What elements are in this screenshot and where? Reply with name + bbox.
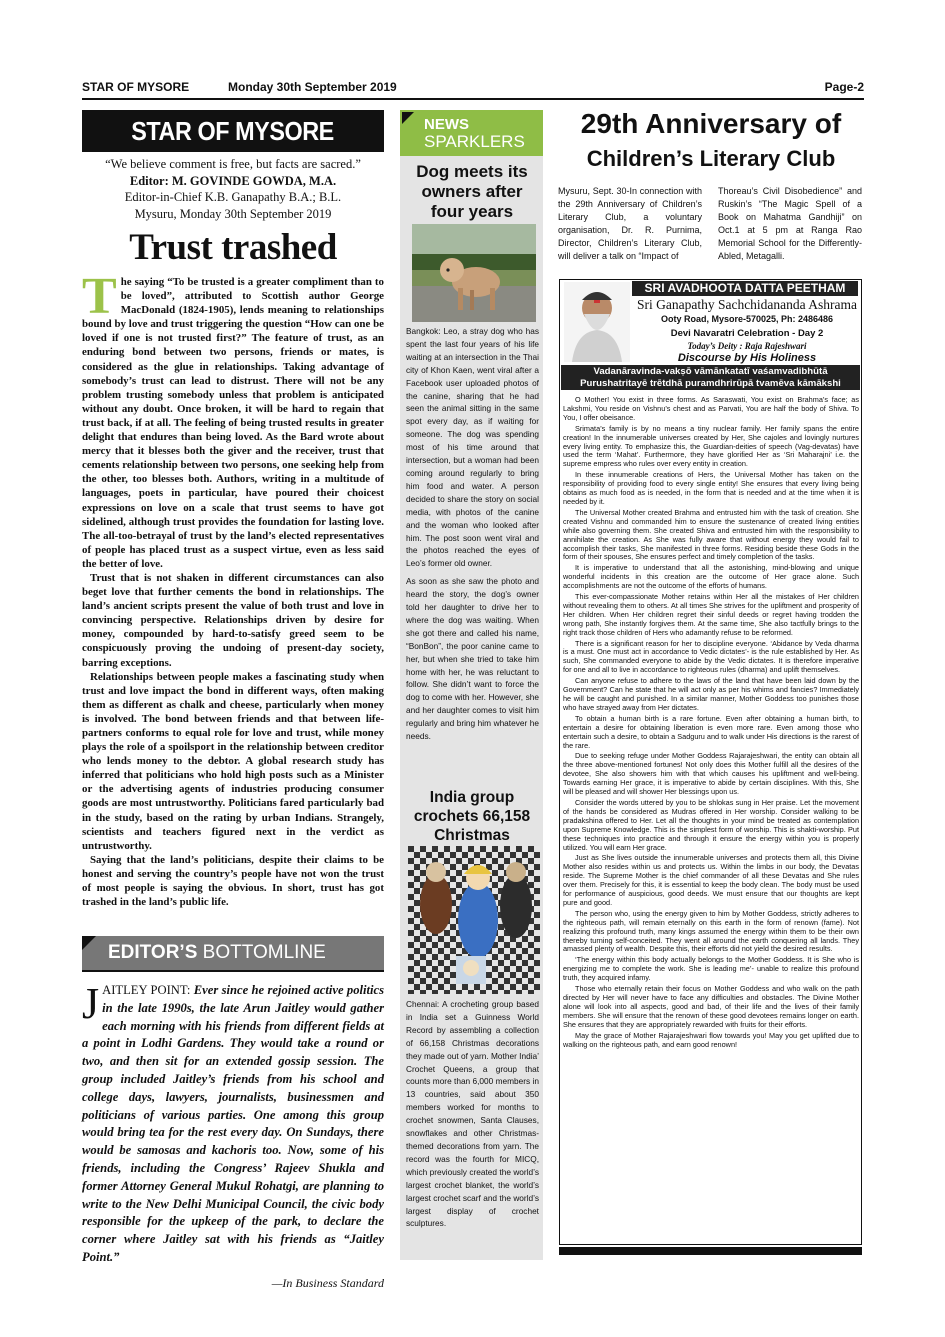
header-date: Monday 30th September 2019 [228,80,397,94]
ashrama-paragraph: May the grace of Mother Rajarajeshwari flow towards you! May you get uplifted due to walking on the righteous path, and earn good renown! [563,1030,859,1049]
divider [559,1247,862,1255]
news-tag-line2: SPARKLERS [424,132,525,151]
credo-quote: “We believe comment is free, but facts are sacred.” [105,157,361,171]
story1-p2: As soon as she saw the photo and heard the story, the dog’s owner told her daughter to drive her to where the dog was waiting. When she got there and called his name, “BonBon”, the poor canine came to her, but when she tried to take him home with her, he was reluctant to follow. She didn’t want to force the dog to come with her. However, she and her daughter comes to visit him regularly and bring him whatever he needs. [406,576,539,742]
ashrama-paragraph: The person who, using the energy given to him by Mother Goddess, strictly adheres to the righteous path, will remain eternally on this earth in the form of renown (fame). Not realizing this profound truth, many kings assumed the energy within them to be their own thereby turning self-conceited. They went all around the earth conquering all lands. They amassed plenty of wealth. Despite this, their efforts did not yield the desired results. [563,908,859,954]
ashrama-paragraph: Consider the words uttered by you to be shlokas sung in Her praise. Let the movement of the hands be considered as Mudras offered in Her worship. Consider walking to be pradakshina offered to Her. Let all the thoughts in your mind be treated as contemplation upon Supreme Knowledge. This is the simplest form of worship. This is shakti-worship. Put these techniques into practice and through it ensure the energy within you is properly utilized. You will earn Her grace. [563,797,859,852]
news-tag-line1: NEWS [424,116,469,133]
editor-in-chief-line: Editor-in-Chief K.B. Ganapathy B.A.; B.L. [124,190,342,204]
masthead-logo [82,110,384,152]
bottomline-source: —In Business Standard [271,1276,384,1290]
ashrama-paragraph: In these innumerable creations of Hers, the Universal Mother has taken on the responsibility of providing food to every single entity! She ensures that every living being obtains as much food as is needed, in the form that is needed and at the time when it is needed by it. [563,470,859,506]
editorial-p1: he saying “To be trusted is a greater compliment than to be loved”, attributed to Scottish author George MacDonald (1824-1905), lends meaning to relationships bound by love and trust triggering the question “How can one be loved if one is not trusted first?” The feature of trust, as an enduring bond between two persons, friends or mates, is considered as the glue in relationships. Taking advantage of somebody’s trust can lead to distrust. There will not be any problem trusting somebody unless that problem is anticipated without any doubt. Once broken, it will be hard to regain that trust back, if at all. The feeling of being trusted results in greater delight that endures than being loved. As the Bard wrote about mercy that it blesses both the giver and the receiver, trust that cements relationship between two persons, one seeking help from the other, too blesses both. Authors, writing in a multitude of languages, poets in particular, have poured their choicest expressions on love on a scale that trust seems to have got sidelined, although trust provides the foundation for lasting love. The all-too-betrayal of trust by the land’s elected representatives of people has placed trust as a suspect virtue, even as less said the better of love. [82,276,384,570]
bottomline-label-rest: BOTTOMLINE [202,942,326,963]
corner-triangle-icon [402,112,414,124]
story2-body [406,998,539,1230]
header-paper-name: STAR OF MYSORE [82,80,190,94]
story1-headline: Dog meets its owners after four years [416,162,528,221]
anniversary-subtitle: Children’s Literary Club [586,146,836,171]
ashrama-paragraph: Can anyone refuse to adhere to the laws of the land that have been laid down by the Government? Can he state that he will act only as per his whims and fancies? Immediately he will be caught and punished. In a similar manner, Mother Goddess too punishes those who have strayed away from Her dictates. [563,676,859,712]
anniversary-col2: Thoreau’s Civil Disobedience” and Ruskin’s “The Magic Spell of a Book on Mahatma Gandhiji” on Oct.1 at 5 pm at Ranga Rao Memorial School for the Differently-Abled, Metagalli. [718,186,862,261]
ashrama-paragraph: Just as She lives outside the innumerable universes and protects them all, this Divine Mother also resides within us and protects us. Within the limbs in our body, the Devatas reside. The Supreme Mother is the chief commander of all these Devatas and She rules over them. Precisely for this, it is essential to keep the body clean. The body must be used for performance of auspicious, good deeds. We must ensure that our thoughts are kept pure and good. [563,853,859,907]
bottomline-text: Ever since he rejoined active politics in the late 1990s, the late Arun Jaitley would gather each morning with his friends from different fields at a point in Lodhi Gardens. They would take a round or two, and then sit for an extended gossip session. The group included Jaitley’s friends from his school and college days, lawyers, journalists, businessmen and politicians of various parties. One among this group would bring tea for the rest every day. On Sundays, there would be samosas and kachoris too. Now, some of his friends, including the Congress’ Rajeev Shukla and former Attorney General Mukul Rohatgi, are planning to write to the New Delhi Municipal Council, the civic body responsible for the upkeep of the park, to declare the corner where Jaitley sat with his friends as “Jaitley Point.” [82,983,384,1264]
divider [82,970,384,972]
bottomline-label-bold: EDITOR’S [108,942,198,963]
ashrama-paragraph: ‘The energy within this body actually belongs to the Mother Goddess. It is She who is energizing me to complete the work. She is leading me’- unable to realize this profound truth, they acquired infamy. [563,955,859,983]
ashrama-head: SRI AVADHOOTA DATTA PEETHAM [632,281,858,296]
bottomline-caps: AITLEY POINT: [102,983,191,997]
editor-line: Editor: M. GOVINDE GOWDA, M.A. [129,173,337,188]
story2-headline: India group crochets 66,158 Christmas [413,789,531,844]
editorial-p3: Relationships between people makes a fascinating study when trust and love impact the bond in different ways, often making them as different as chalk and cheese, particularly when money is involved. The bond between friends and that between life-partners conforms to equal role for love and trust, while money plays the role of a spoilsport in the relationship between creditor who lends money to the debtor. A global research study has inferred that politicians who hold high posts such as a Minister or the advertising agents of industries producing consumer goods are most untrustworthy. Politicians fared particularly bad in the study, based on the rating by urban Indians. Strangely, scientists and teachers figured next in the verdict as untrustworthy. [82,670,384,852]
story1-body [406,325,539,743]
news-sparklers-tag [400,110,543,156]
ashrama-verse [561,365,860,390]
masthead-title: STAR OF MYSORE [131,116,335,146]
editorial-body [82,268,384,909]
ashrama-paragraph: To obtain a human birth is a rare fortune. Even after obtaining a human birth, to entertain a desire for obtaining liberation is even more rare. Even among those who entertain such a desire, to obtain a Sadguru and to walk under His directions is the rarest of the rare. [563,713,859,750]
editorial-dropcap: T [82,268,117,325]
ashrama-paragraph: The Universal Mother created Brahma and entrusted him with the task of creation. She created Vishnu and commanded him to ensure the sustenance of created living entities while also governing them. She created Shiva and entrusted him with the responsibility to annihilate the creation. As She was fully aware that without energy they would fail to accomplish their tasks, She manifested in three forms. Residing beside these Gods in the form of their spouses, She ensures perfect and timely completion of the tasks. [563,507,859,562]
verse-line1: Vadanāravinda-vakṣō vāmānkatatī vaśamvadibhūtā [593,366,828,377]
ashrama-discourse: Discourse by His Holiness [677,352,817,364]
ashrama-event: Devi Navaratri Celebration - Day 2 [670,328,824,339]
swami-portrait [564,282,630,362]
crochet-decorations-photo [408,846,540,994]
story2-p1: Chennai: A crocheting group based in India set a Guinness World Record by assembling a collection of 66,158 Christmas decorations they made out of yarn. Mother India’ Crochet Queens, a group that counts more than 6,000 members in 13 countries, said about 350 members worked for months to crochet snowmen, Santa Clauses, snowflakes and other Christmas-themed decorations from yarn. The record was the fourth for MICQ, which previously created the world’s largest crochet blanket, the world’s largest crochet scarf and the world’s largest display of crochet sculptures. [406,999,539,1229]
header-page-number: Page-2 [824,80,864,94]
ashrama-paragraph: Srimata’s family is by no means a tiny nuclear family. Her family spans the entire creation! In the innumerable universes created by Her, She cajoles and lovingly nurtures every living entity. To emphasize this, the Guardian-deities of speech (Vag-devatas) have used the term ‘Mahat’. Furthermore, they have glorified Her as ‘Sri Maharajni’ i.e. the supreme empress who rules over every entity in creation. [563,423,859,469]
bottomline-label [108,942,326,964]
ashrama-paragraph: Due to seeking refuge under Mother Goddess Rajarajeshwari, the entity can obtain all the three above-mentioned fortunes! Not only does this Mother fulfill all the desires of the devotee, She also showers him with that which causes his upliftment and well-being. Towards earning Her grace, it is imperative to abide by certain disciplines. With this, She will be pleased and will shower Her blessings upon us. [563,751,859,797]
anniversary-title: 29th Anniversary of [580,108,842,139]
story1-p1: Bangkok: Leo, a stray dog who has spent the last four years of his life waiting at an intersection in the Thai city of Khon Kaen, went viral after a Facebook user uploaded photos of the canine, sharing that he had seen the animal sitting in the same spot every day, as if waiting for someone. The dog was spending most of his time around that intersection, but a woman had been coming around regularly to bring him food and water. A person decided to share the story on social media, with photos of the canine and the woman who looked after him. The post soon went viral and the photos reached the eyes of Leo’s former old owner. [406,326,539,569]
ashrama-name: Sri Ganapathy Sachchidananda Ashrama [636,297,858,312]
dog-photo [412,224,536,322]
bottomline-banner [82,936,384,970]
ashrama-paragraph: This ever-compassionate Mother retains within Her all the mistakes of Her children without revealing them to others. At all times She strives for the upliftment and prosperity of Her children. When Her children regret their sinful deeds or regret having trodden the wrong path, She instantly forgives them. At the same time, She also tactfully brings to the right track those children of Hers who adamantly refuse to be reformed. [563,592,859,637]
ashrama-paragraph: Those who eternally retain their focus on Mother Goddess and who walk on the path directed by Her will never have to face any difficulties and obstacles. The Divine Mother alone will look into all aspects, good and bad, of their life and the lives of their family members. She will ensure that the renown of these good devotees remains longer on earth. She ensures that they are appropriately rewarded with fruits for their efforts. [563,984,859,1029]
bottomline-dropcap: J [82,979,100,1028]
corner-triangle-icon [82,936,96,950]
editorial-headline: Trust trashed [129,227,337,268]
page-header [82,78,864,100]
ashrama-paragraph: O Mother! You exist in three forms. As Saraswati, You exist on Brahma’s face; as Lakshmi, You reside on Vishnu’s chest and as Parvati, You are half the body of Shiva. To You, I offer obeisance. [563,395,859,422]
masthead-credo-block [82,156,384,222]
verse-line2: Purushatritayē trētdhā puramdhrirūpā tvamēva kāmākshi [580,378,841,389]
editorial-p2: Trust that is not shaken in different circumstances can also beget love that further cements the bond in relationships. The land’s ancient scripts present the value of both trust and love in convincing perspective. Relationships driven by desire for money, compounded by hard-to-satisfy greed seem to be conspicuously proving the undoing of present-day society, barring exceptions. [82,571,384,669]
anniversary-col1: Mysuru, Sept. 30-In connection with the 29th Anniversary of Children’s Literary Club, a voluntary organisation, Dr. R. Purnima, Director, Children’s Literary Club, will deliver a talk on “Impact of [558,186,702,261]
editorial-paragraph [82,268,384,571]
ashrama-paragraph: There is a significant reason for her to discipline everyone. ‘Abidance by Veda dharma is a must. One must act in accordance to Vedic dictates’- is the rule established by Her. As such, She commanded everyone to abide by the Vedic dictates. It is therefore imperative for one and all to live in accordance to righteous rules (dharma) and uplift themselves. [563,638,859,675]
ashrama-body [563,396,859,1051]
bottomline-body [82,979,384,1267]
masthead-dateline: Mysuru, Monday 30th September 2019 [134,206,332,221]
ashrama-paragraph: It is imperative to understand that all the astonishing, mind-blowing and unique wonderful incidents in this creation are the outcome of Her grace alone. Such accomplishments are not the outcome of the efforts of humans. [563,563,859,591]
editorial-p4: Saying that the land’s politicians, despite their claims to be honest and serving the country’s people have not won the trust of most people is saying the obvious. In short, trust has got trashed in the land’s public life. [82,853,384,909]
ashrama-address: Ooty Road, Mysore-570025, Ph: 2486486 [660,314,834,324]
ashrama-deity: Today’s Deity : Raja Rajeshwari [687,341,807,351]
